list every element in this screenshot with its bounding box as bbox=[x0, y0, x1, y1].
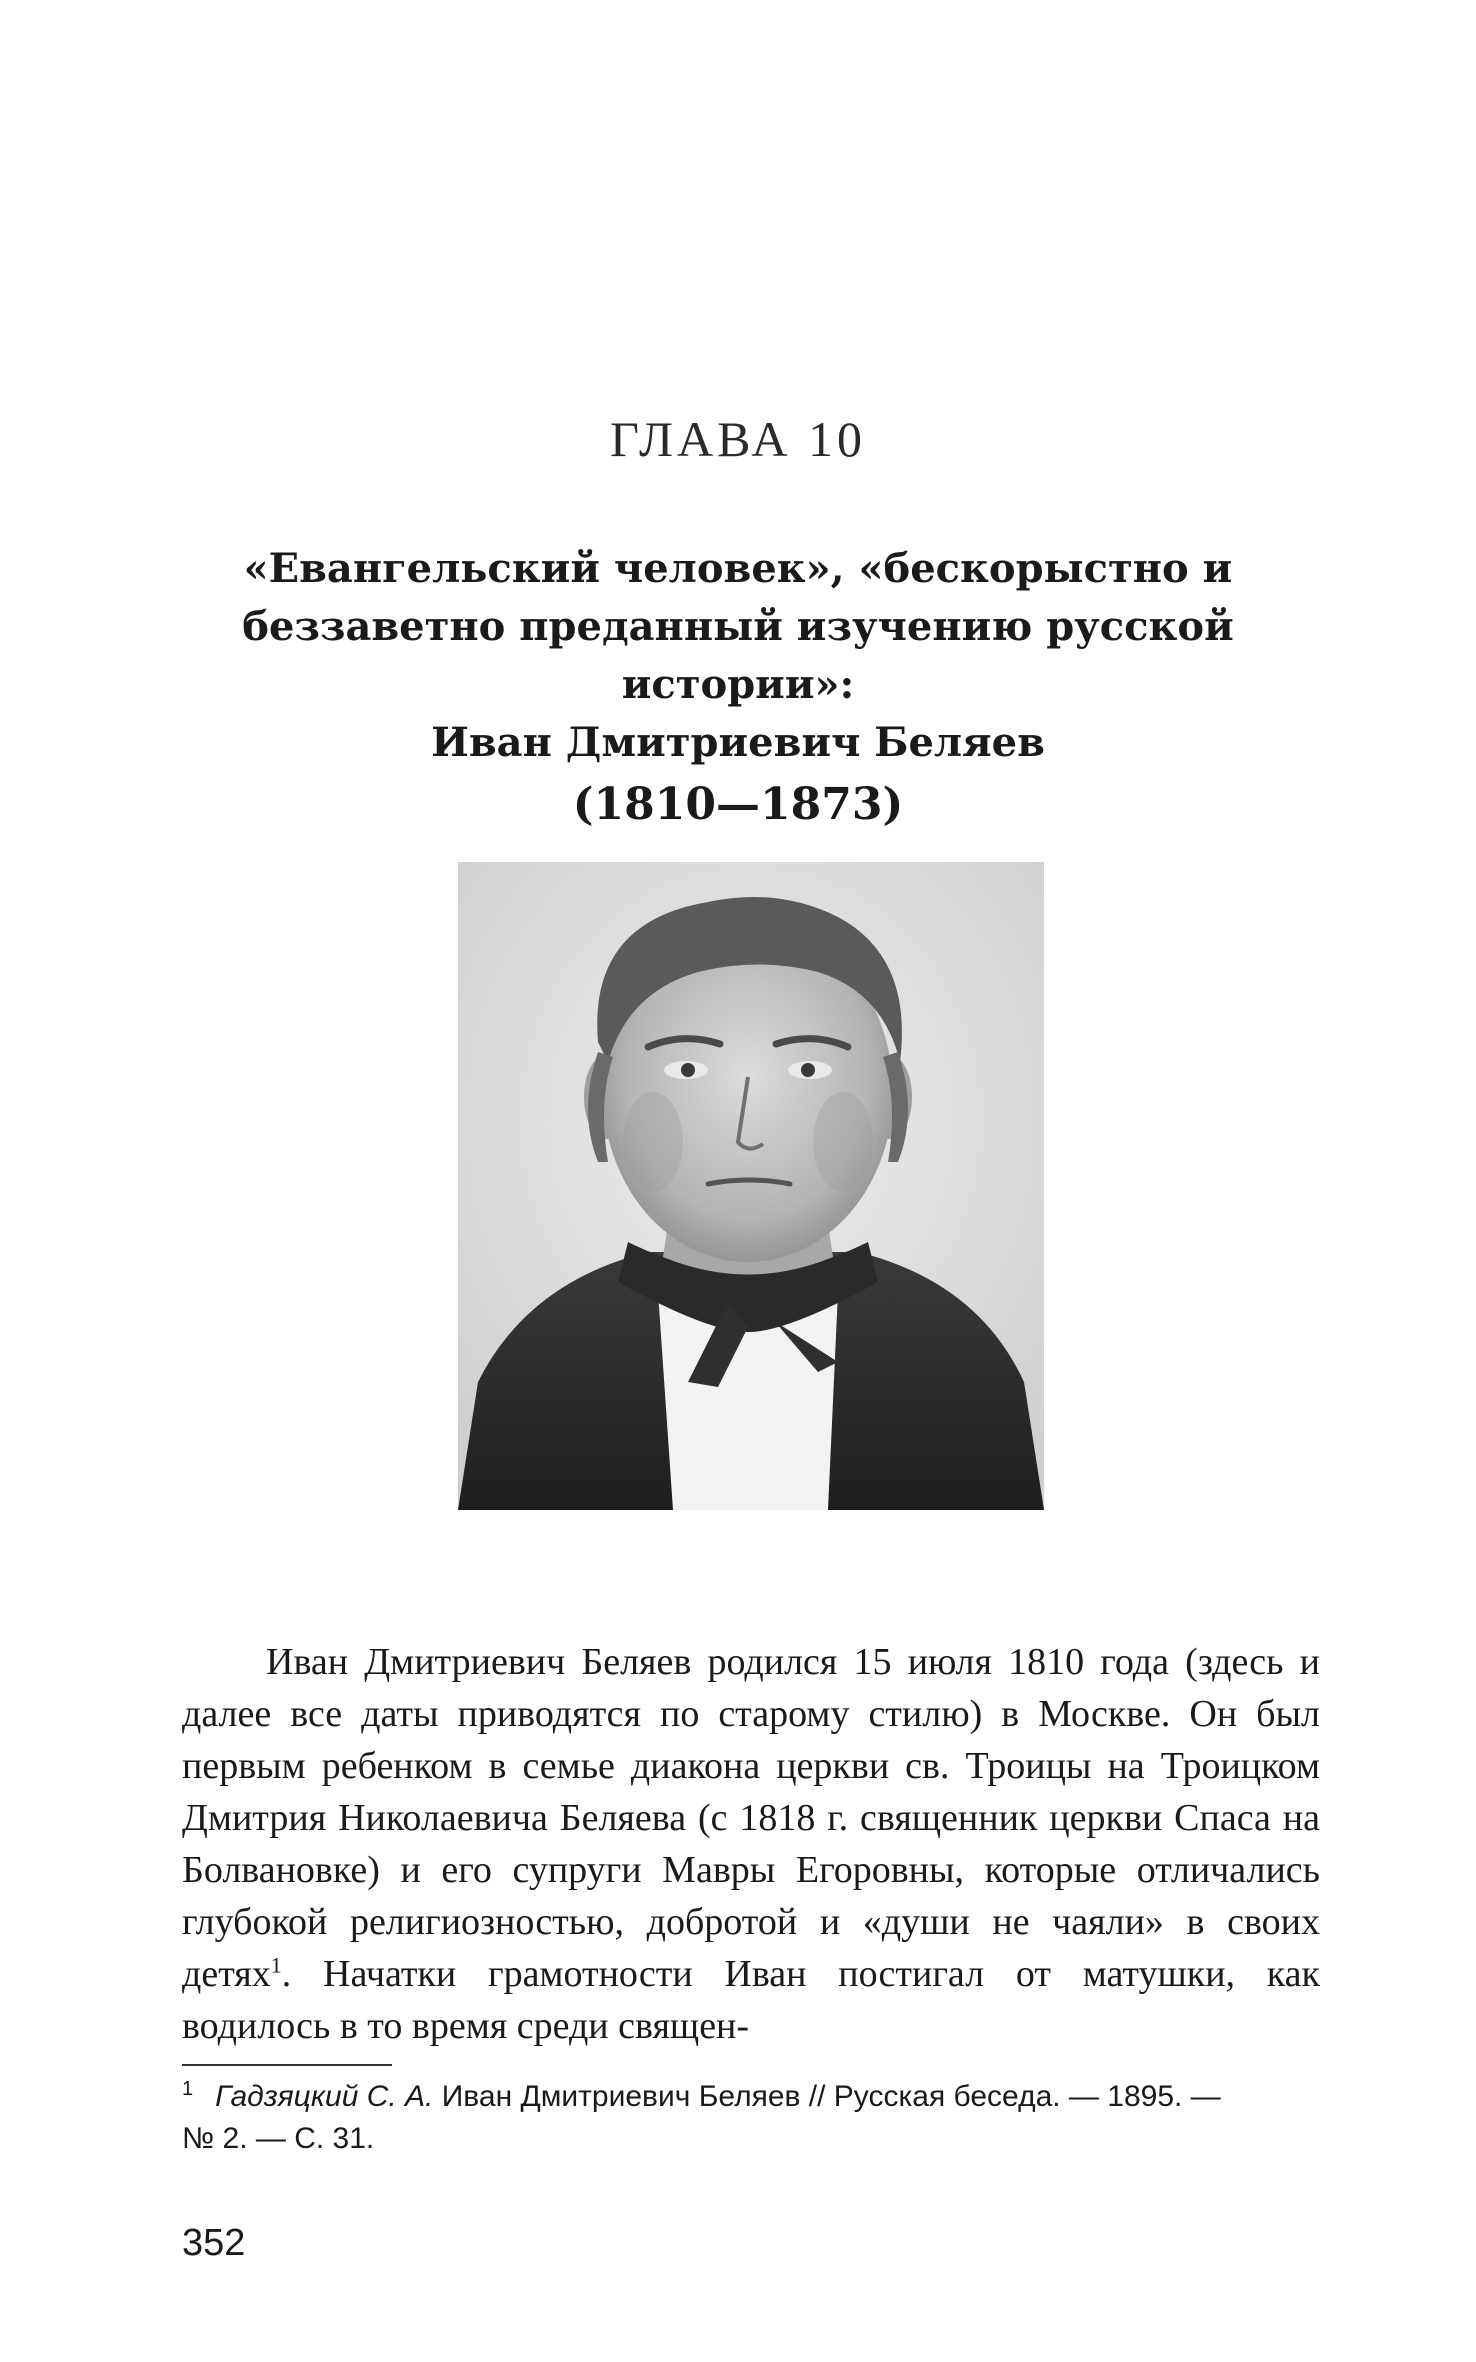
chapter-label: ГЛАВА 10 bbox=[610, 411, 866, 467]
footnote-author: Гадзяцкий С. А. bbox=[215, 2080, 434, 2113]
chapter-dates: (1810—1873) bbox=[572, 779, 904, 830]
footnote bbox=[182, 2076, 1320, 2160]
footnote-reference[interactable]: 1 bbox=[270, 1952, 282, 1978]
chapter-title bbox=[170, 540, 1306, 834]
footnote-text-2: № 2. — С. 31. bbox=[182, 2122, 375, 2155]
footnote-line-1 bbox=[182, 2076, 1320, 2118]
chapter-title-line-3: Иван Дмитриевич Беляев bbox=[431, 719, 1045, 766]
chapter-title-line-2: беззаветно преданный изучению русской истории»: bbox=[242, 603, 1234, 708]
body-paragraph bbox=[182, 1636, 1320, 2052]
chapter-title-line-1: «Евангельский человек», «бескорыстно и bbox=[243, 545, 1233, 592]
footnote-text-1: Иван Дмитриевич Беляев // Русская беседа. — 1895. — bbox=[441, 2080, 1221, 2113]
footnote-number: 1 bbox=[182, 2078, 194, 2100]
footnote-divider bbox=[182, 2064, 392, 2066]
body-text-continuation: . Начатки грамотности Иван постигал от матушки, как водилось в то время среди священ- bbox=[182, 1953, 1320, 2047]
portrait-drawing bbox=[458, 862, 1044, 1510]
portrait-image bbox=[458, 862, 1044, 1510]
body-text-main: Иван Дмитриевич Беляев родился 15 июля 1810 года (здесь и далее все даты приводятся по старому стилю) в Москве. Он был первым ребенком в семье диакона церкви св. Троицы на Троицком Дмитрия Николаевича Беляева (с 1818 г. священник церкви Спаса на Болвановке) и его супруги Мавры Егоровны, которые отличались глубокой религиозностью, добротой и «души не чаяли» в своих детях bbox=[182, 1641, 1320, 1995]
page-number: 352 bbox=[182, 2222, 246, 2264]
